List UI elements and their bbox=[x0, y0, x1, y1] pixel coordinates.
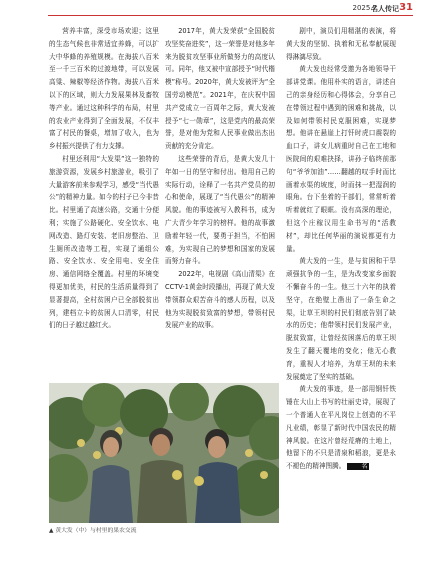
orchard-photo bbox=[49, 383, 279, 523]
magazine-name: 名人传记 bbox=[371, 5, 399, 13]
paragraph bbox=[286, 383, 396, 473]
caption-text: 黄大发（中）与村里的果农交流 bbox=[55, 528, 137, 534]
text-column-2 bbox=[165, 25, 275, 332]
paragraph: 2022年，电视剧《高山清渠》在CCTV-1黄金时段播出，再现了黄大发带领群众艰苦奋斗的感人历程，以及他为实现脱贫致富的梦想，带领村民发展产业的故事。 bbox=[165, 270, 275, 330]
paragraph-text: 黄大发的事迹，是一部用钢钎铁锤在大山上书写的壮丽史诗，展现了一个普通人在平凡岗位上创造的不平凡业绩，彰显了新时代中国农民的精神风貌。在这片曾经荒瘠的土地上，他留下的不只是清泉和稻浪，更是永不褪色的精神图腾。 bbox=[286, 385, 396, 471]
caption-marker: ▲ bbox=[49, 528, 54, 534]
end-mark: 名 bbox=[347, 463, 368, 470]
page-number: 31 bbox=[399, 2, 413, 13]
paragraph: 2017年，黄大发荣获“全国脱贫攻坚奖奋进奖”，这一荣誉是对他多年来为脱贫攻坚事业所做努力的高度认可。同年，他又被中宣部授予“时代楷模”称号。2020年，黄大发被评为“全国劳动模范”。2021年，在庆祝中国共产党成立一百周年之际，黄大发被授予“七一勋章”，这是党内的最高荣誉，是对他为党和人民事业做出杰出贡献的充分肯定。 bbox=[165, 27, 275, 151]
text-column-3 bbox=[286, 25, 396, 473]
photo-caption bbox=[49, 525, 279, 534]
paragraph: 这些荣誉的背后，是黄大发几十年如一日的坚守和付出。他用自己的实际行动，诠释了一名共产党员的初心和使命，展现了“当代愚公”的精神风貌。他的事迹被写入教科书，成为广大青少年学习的榜样。他的故事激励着年轻一代，要勇于担当，不怕困难，为实现自己的梦想和国家的发展而努力奋斗。 bbox=[165, 154, 275, 266]
page-header bbox=[0, 0, 427, 18]
paragraph: 黄大发也经常受邀为各地领导干部讲党课。他用朴实的语言，讲述自己的亲身经历和心得体会，分享自己在带领过程中遇到的困难和挑战，以及如何带领村民克服困难，实现梦想。他讲在悬崖上打钎时虎口震裂的血口子，讲女儿病重时自己在工地和医院间的艰难抉择，讲孙子临终前那句“爷爷加油”……翻越的叹手时而比画着水渠的坡度，时而抹一把湿润的眼角。台下坐着的干部们，常常听着听着就红了眼眶。没有高深的理论，但这个庄稼汉用生命书写的“活教材”，却比任何华丽的演说都更有力量。 bbox=[286, 65, 396, 253]
orchard-photo-illustration bbox=[49, 383, 279, 523]
header-rule bbox=[48, 15, 413, 16]
paragraph: 剧中，演员们用精湛的表演，将黄大发的坚韧、执着和无私奉献展现得淋漓尽致。 bbox=[286, 27, 396, 61]
text-column-1 bbox=[49, 25, 159, 332]
paragraph: 黄大发的一生，是与贫困和干旱顽强抗争的一生，是为改变家乡面貌不懈奋斗的一生。他三十六年的执着坚守，在绝壁上凿出了一条生命之渠，让草王坝的村民们彻底告别了缺水的历史；他带领村民们发展产业，脱贫致富，让曾经贫困落后的草王坝发生了翻天覆地的变化；他无心教育，重视人才培养，为草王坝的未来发展奠定了坚实的基础。 bbox=[286, 257, 396, 381]
paragraph: 营养丰富，深受市场欢迎；这里的生态气候也非常适宜养蜂，可以扩大中华蜂的养殖规模。在海拔八百米至一千三百米的过渡地带，可以发展高粱、辣椒等经济作物。海拔八百米以下的区域，则大力发展果林及畜牧等产业。通过这种科学的布局，村里的农业产业得到了全面发展，不仅丰富了村民的餐桌，增加了收入，也为乡村振兴提供了有力支撑。 bbox=[49, 27, 159, 151]
paragraph: 村里还利用“大发渠”这一独特的旅游资源，发展乡村旅游业，吸引了大量游客前来参观学习，感受“当代愚公”的精神力量。如今的村子已今非昔比。村里通了高速公路，交通十分便利；实施了公路硬化、安全饮水、电网改造、路灯安装、老旧房整治、卫生厕所改造等工程，实现了通组公路、安全饮水、安全用电、安全住房、通信网络全覆盖。村里的环境变得更加优美，村民的生活质量得到了显著提高，全村贫困户已全部脱贫出列，建档立卡的贫困人口清零，村民们的日子越过越红火。 bbox=[49, 154, 159, 330]
issue-date: 2025.7 bbox=[352, 4, 377, 12]
